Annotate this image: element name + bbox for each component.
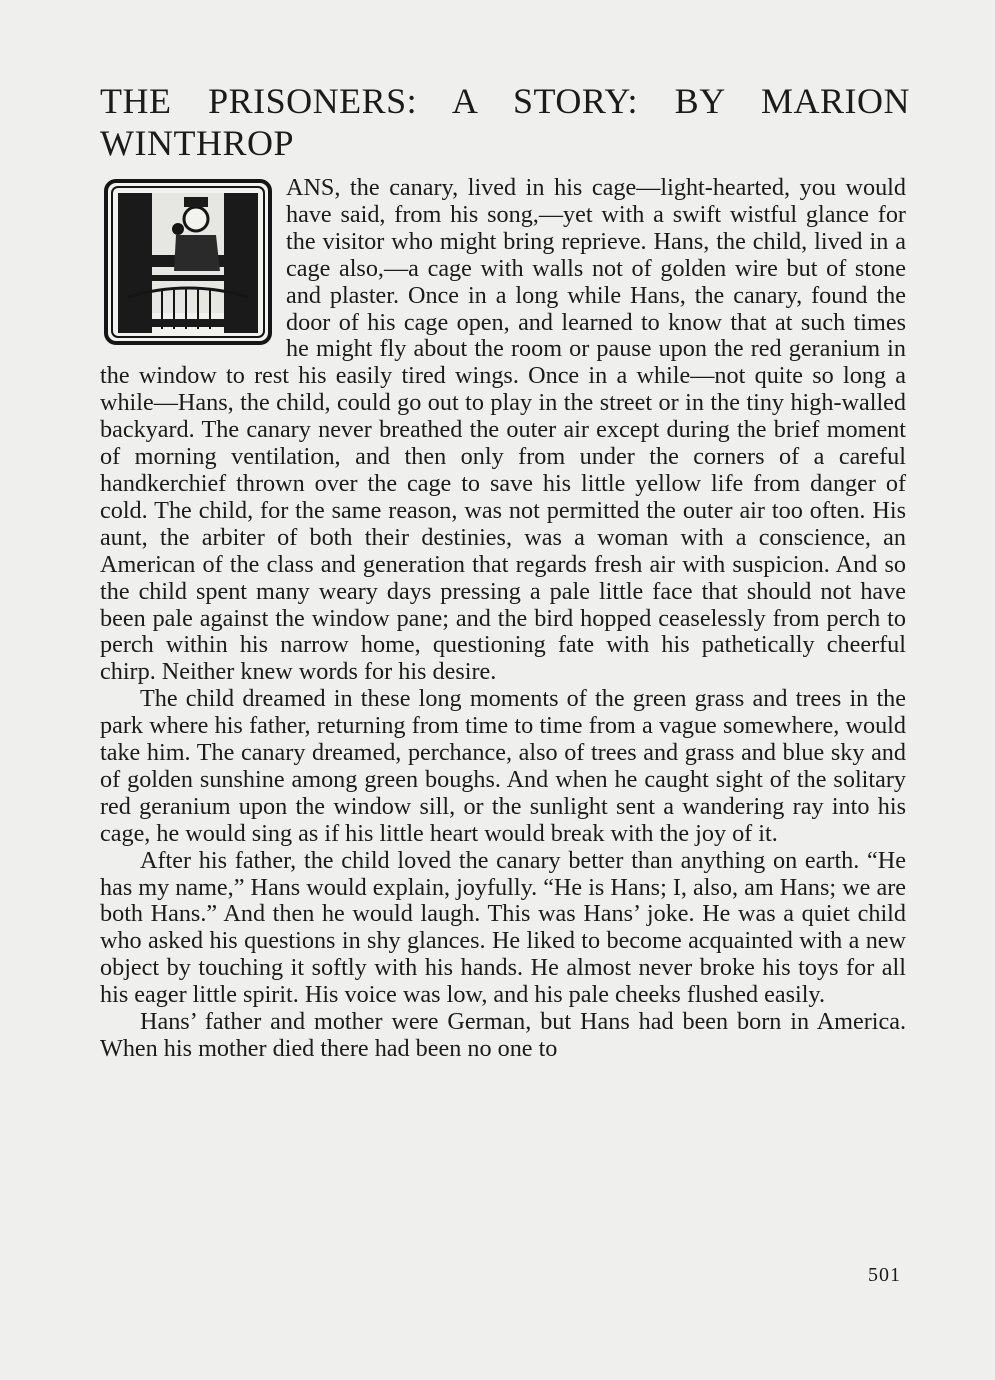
- paragraph: Hans’ father and mother were German, but Hans had been born in America. When his mother died there had been no one to: [100, 1008, 906, 1062]
- story-text: [100, 175, 906, 1063]
- page-number: 501: [868, 1264, 901, 1286]
- paragraph: ANS, the canary, lived in his cage—light-hearted, you would have said, from his song,—yet with a swift wistful glance for the visitor who might bring reprieve. Hans, the child, lived in a cage also,—a cage with walls not of golden wire but of stone and plaster. Once in a long while Hans, the canary, found the door of his cage open, and learned to know that at such times he might fly about the room or pause upon the red geranium in the window to rest his easily tired wings. Once in a while—not quite so long a while—Hans, the child, could go out to play in the street or in the tiny high-walled backyard. The canary never breathed the outer air except during the brief moment of morning ventilation, and then only from under the corners of a careful handkerchief thrown over the cage to save his little yellow life from danger of cold. The child, for the same reason, was not permitted the outer air too often. His aunt, the arbiter of both their destinies, was a woman with a conscience, an American of the class and generation that regards fresh air with suspicion. And so the child spent many weary days pressing a pale little face that should not have been pale against the window pane; and the bird hopped ceaselessly from perch to perch within his narrow home, questioning fate with his pathetically cheerful chirp. Neither knew words for his desire.: [100, 174, 906, 686]
- paragraph: The child dreamed in these long moments of the green grass and trees in the park where his father, returning from time to time from a vague somewhere, would take him. The canary dreamed, perchance, also of trees and grass and blue sky and of golden sunshine among green boughs. And when he caught sight of the solitary red geranium upon the window sill, or the sunlight sent a wandering ray into his cage, he would sing as if his little heart would break with the joy of it.: [100, 685, 906, 847]
- initial-h-illustration: [104, 179, 272, 345]
- page-title: THE PRISONERS: A STORY: BY MARION WINTHROP: [100, 81, 910, 163]
- paragraph: After his father, the child loved the canary better than anything on earth. “He has my name,” Hans would explain, joyfully. “He is Hans; I, also, am Hans; we are both Hans.” And then he would laugh. This was Hans’ joke. He was a quiet child who asked his questions in shy glances. He liked to become acquainted with a new object by touching it softly with his hands. He almost never broke his toys for all his eager little spirit. His voice was low, and his pale cheeks flushed easily.: [100, 846, 906, 1009]
